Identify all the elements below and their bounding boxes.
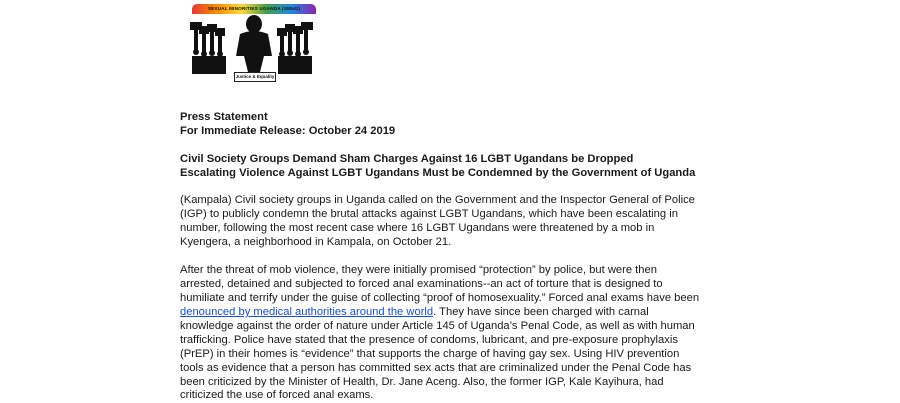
- organization-logo: [188, 2, 320, 82]
- paragraph-line: number, following the most recent case where 16 LGBT Ugandans were threatened by a mob in: [180, 222, 655, 234]
- paragraph-line: (Kampala) Civil society groups in Uganda called on the Government and the Inspector General of Police: [180, 194, 695, 206]
- headline-line-2: Escalating Violence Against LGBT Ugandans Must be Condemned by the Government of Uganda: [180, 167, 696, 179]
- logo-org-name: SEXUAL MINORITIES UGANDA (SMUG): [207, 6, 301, 11]
- press-statement-label: Press Statement: [180, 111, 268, 123]
- release-date: For Immediate Release: October 24 2019: [180, 125, 396, 137]
- protesters-silhouette-icon: [188, 12, 320, 74]
- paragraph-line: knowledge against the order of nature under Article 145 of Uganda’s Penal Code, as well as with human: [180, 320, 695, 332]
- paragraph-line: arrested, detained and subjected to forced anal examinations--an act of torture that is designed to: [180, 278, 663, 290]
- paragraph-line: trafficking. Police have stated that the presence of condoms, lubricant, and pre-exposure prophylaxis: [180, 334, 678, 346]
- paragraph-line: (IGP) to publicly condemn the brutal attacks against LGBT Ugandans, which have been escalating in: [180, 208, 678, 220]
- headline-line-1: Civil Society Groups Demand Sham Charges Against 16 LGBT Ugandans be Dropped: [180, 153, 634, 165]
- medical-authorities-link[interactable]: denounced by medical authorities around the world: [180, 306, 434, 318]
- paragraph-line-rest: . They have since been charged with carnal: [433, 306, 649, 318]
- paragraph-line: criticized the use of forced anal exams.: [180, 389, 374, 401]
- paragraph-line: tools as evidence that a person has committed sex acts that are criminalized under the Penal Code has: [180, 362, 692, 374]
- paragraph-line: been criticized by the Minister of Health, Dr. Jane Aceng. Also, the former IGP, Kale Kayihura, had: [180, 376, 664, 388]
- paragraph-line: Kyengera, a neighborhood in Kampala, on October 21.: [180, 236, 452, 248]
- logo-motto: Justice & Equality: [234, 72, 276, 82]
- paragraph-line: humiliate and terrify under the guise of collecting “proof of homosexuality.” Forced anal exams have been: [180, 292, 700, 304]
- paragraph-line: (PrEP) in their homes is “evidence” that supports the charge of having gay sex. Using HIV prevention: [180, 348, 680, 360]
- paragraph-line: After the threat of mob violence, they were initially promised “protection” by police, but were then: [180, 264, 657, 276]
- paragraph-line: [180, 306, 649, 320]
